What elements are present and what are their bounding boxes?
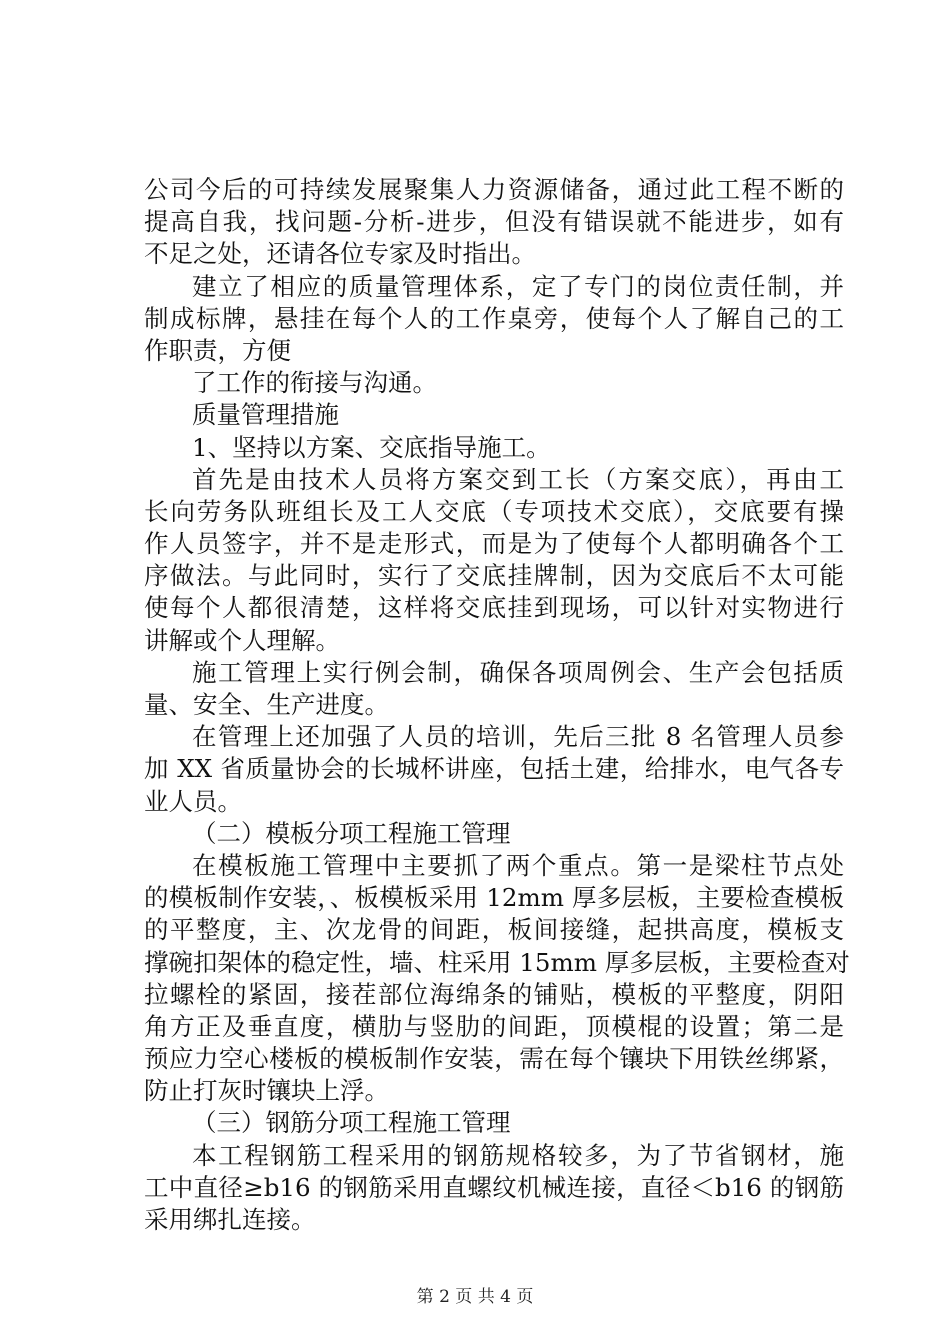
paragraph-line: 建立了相应的质量管理体系，定了专门的岗位责任制，并 [192, 271, 844, 301]
paragraph [144, 818, 844, 850]
paragraph-line: 业人员。 [144, 786, 242, 816]
paragraph-line: 质量管理措施 [192, 400, 339, 430]
paragraph [144, 657, 844, 721]
paragraph-line: 作人员签字，并不是走形式，而是为了使每个人都明确各个工 [144, 529, 844, 559]
paragraph-line: 采用绑扎连接。 [144, 1205, 316, 1234]
page-footer: 第 2 页 共 4 页 [416, 1287, 534, 1307]
paragraph-line: 施工管理上实行例会制，确保各项周例会、生产会包括质 [192, 657, 844, 687]
paragraph-line: 角方正及垂直度，横肋与竖肋的间距，顶模棍的设置；第二是 [144, 1011, 844, 1041]
paragraph-line: 制成标牌，悬挂在每个人的工作桌旁，使每个人了解自己的工 [144, 303, 844, 333]
paragraph [144, 367, 844, 399]
paragraph-line: 了工作的衔接与沟通。 [192, 368, 437, 398]
paragraph-line: 防止打灰时镶块上浮。 [144, 1076, 389, 1106]
paragraph-line: 在模板施工管理中主要抓了两个重点。第一是梁柱节点处 [192, 850, 844, 880]
paragraph-line: 作职责，方便 [144, 335, 291, 365]
paragraph-line: 使每个人都很清楚，这样将交底挂到现场，可以针对实物进行 [144, 593, 844, 623]
paragraph-line: 本工程钢筋工程采用的钢筋规格较多，为了节省钢材，施 [192, 1140, 844, 1170]
paragraph [144, 399, 844, 431]
paragraph-line: 的平整度，主、次龙骨的间距，板间接缝，起拱高度，模板支 [144, 915, 844, 945]
paragraph-line: 首先是由技术人员将方案交到工长（方案交底），再由工 [192, 464, 844, 494]
paragraph [144, 174, 844, 271]
paragraph [144, 464, 844, 657]
paragraph [144, 1107, 844, 1139]
paragraph [144, 850, 850, 1108]
paragraph-line: 量、安全、生产进度。 [144, 690, 389, 719]
paragraph-line: 提高自我，找问题-分析-进步，但没有错误就不能进步，如有 [144, 207, 844, 237]
paragraph-line: 讲解或个人理解。 [144, 625, 340, 655]
paragraph-line: 的模板制作安装，、板模板采用 12mm 厚多层板，主要检查模板 [144, 883, 844, 913]
paragraph-line: 序做法。与此同时，实行了交底挂牌制，因为交底后不太可能 [144, 561, 844, 591]
paragraph-line: 在管理上还加强了人员的培训，先后三批 8 名管理人员参 [192, 722, 844, 752]
paragraph [144, 721, 844, 818]
paragraph-line: 加 XX 省质量协会的长城杯讲座，包括土建，给排水，电气各专 [144, 754, 844, 784]
paragraph-line: 撑碗扣架体的稳定性，墙、柱采用 15mm 厚多层板，主要检查对 [144, 947, 850, 977]
paragraph-line: 拉螺栓的紧固，接茬部位海绵条的铺贴，模板的平整度，阴阳 [144, 979, 844, 1009]
paragraph-line: 公司今后的可持续发展聚集人力资源储备，通过此工程不断的 [144, 175, 844, 204]
paragraph-line: 长向劳务队班组长及工人交底（专项技术交底），交底要有操 [144, 496, 844, 526]
paragraph-line: 1、坚持以方案、交底指导施工。 [192, 432, 551, 462]
paragraph-line: （二）模板分项工程施工管理 [192, 818, 511, 848]
paragraph-line: 工中直径≥b16 的钢筋采用直螺纹机械连接，直径＜b16 的钢筋 [144, 1172, 844, 1202]
paragraph [144, 271, 844, 368]
paragraph-line: 预应力空心楼板的模板制作安装，需在每个镶块下用铁丝绑紧， [144, 1044, 844, 1074]
paragraph-line: （三）钢筋分项工程施工管理 [192, 1108, 511, 1138]
document-body [144, 174, 850, 1236]
paragraph [144, 432, 844, 464]
paragraph [144, 1140, 844, 1237]
paragraph-line: 不足之处，还请各位专家及时指出。 [144, 239, 536, 269]
